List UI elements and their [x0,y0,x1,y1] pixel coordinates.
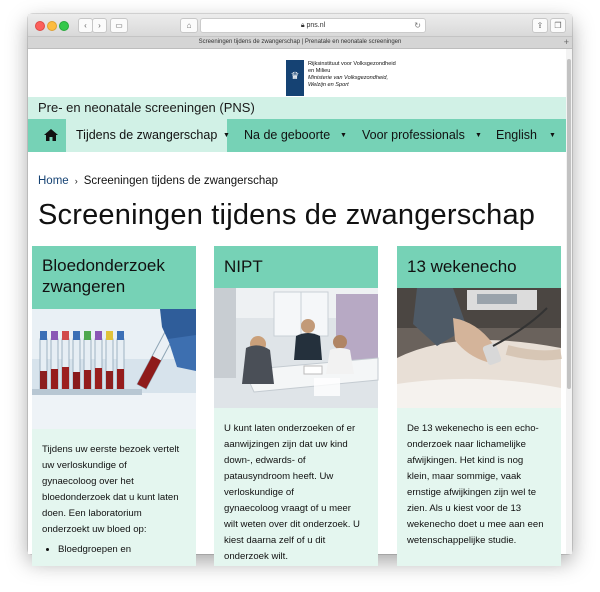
card-text-line: klein, maar sommige, vaak [407,471,522,482]
card-header[interactable] [397,246,561,288]
card-text-line: verloskundige of [224,487,294,498]
nav-item-voor-professionals[interactable]: Voor professionals [362,128,465,142]
card-nipt[interactable] [214,246,378,566]
card-text-line: patausyndroom heeft. Uw [224,471,334,482]
card-text-line: gynaecoloog vraagt of u meer [224,503,351,514]
breadcrumb-separator: › [74,176,78,186]
card-text-line: uw verloskundige of [42,460,127,471]
lock-icon: 🔒︎ [300,22,305,29]
browser-window [28,14,572,562]
card-text-line: kiest daarna zelf of u dit [224,535,326,546]
logo-ribbon [286,60,304,96]
card-text-line: bloedonderzoek dat u kunt laten [42,492,179,503]
chevron-right-icon[interactable]: › [92,18,107,33]
address-bar[interactable] [200,18,426,33]
chevron-down-icon[interactable]: ▼ [340,132,347,139]
sidebar-icon[interactable]: ▭ [110,18,128,33]
logo-line: Ministerie van Volksgezondheid, [308,75,389,81]
card-title: 13 wekenecho [407,257,517,276]
card-title: Bloedonderzoek [42,256,165,275]
nav-item-english[interactable]: English [496,128,537,142]
scrollbar-thumb[interactable] [567,59,571,389]
card-text [42,442,192,558]
zoom-window-button[interactable] [59,21,69,31]
card-image-blood-tubes[interactable] [32,309,196,429]
card-text [407,421,557,549]
home-icon [44,129,58,141]
plus-icon[interactable]: + [563,37,569,47]
card-text-line: U kunt laten onderzoeken of er [224,423,356,434]
page-scrollbar[interactable] [566,49,572,554]
card-13-wekenecho[interactable] [397,246,561,566]
card-text-line: aanwijzingen zijn dat uw kind [224,439,348,450]
logo-line: Rijksinstituut voor Volksgezondheid [308,61,396,67]
site-name-bar [28,97,566,119]
nav-item-tijdens-de-zwangerschap[interactable]: Tijdens de zwangerschap [66,119,227,152]
card-image-consultation[interactable] [214,288,378,408]
crest-icon: ♛ [290,71,300,82]
card-title: NIPT [224,257,263,276]
breadcrumb-current: Screeningen tijdens de zwangerschap [83,175,279,187]
card-image-ultrasound[interactable] [397,288,561,408]
tabs-icon[interactable]: ❐ [550,18,566,33]
site-name[interactable]: Pre- en neonatale screeningen (PNS) [38,100,255,115]
logo-line: en Milieu [308,68,331,74]
card-text-line: ernstige afwijkingen zijn wel te [407,487,537,498]
card-text-line: wetenschappelijke studie. [407,535,517,546]
reload-icon[interactable]: ↻ [414,21,421,30]
chevron-down-icon[interactable]: ▼ [549,132,556,139]
page-title: Screeningen tijdens de zwangerschap [38,199,536,231]
chevron-down-icon[interactable]: ▼ [475,132,482,139]
card-text-line: onderzoek naar lichamelijke [407,439,526,450]
logo-line: Welzijn en Sport [308,82,349,88]
card-text-line: De 13 wekenecho is een echo- [407,423,539,434]
card-header[interactable] [32,246,196,309]
card-header[interactable] [214,246,378,288]
nav-home-button[interactable] [38,119,66,152]
card-text-line: wilt weten over dit onderzoek. U [224,519,360,530]
main-navigation [28,119,566,152]
card-text-line: onderzoekt uw bloed op: [42,524,147,535]
tab-title[interactable]: Screeningen tijdens de zwangerschap | Prenatale en neonatale screeningen [198,39,402,45]
card-text-line: doen. Een laboratorium [42,508,142,519]
breadcrumb [38,175,278,187]
minimize-window-button[interactable] [47,21,57,31]
nav-item-na-de-geboorte[interactable]: Na de geboorte [244,128,331,142]
breadcrumb-home-link[interactable]: Home [38,175,69,187]
card-text-line: afwijkingen. Het kind is nog [407,455,524,466]
tab-bar [28,37,572,49]
browser-toolbar [28,14,572,37]
home-icon[interactable]: ⌂ [180,18,198,33]
address-url: pns.nl [306,22,326,29]
card-text-line: zien. Als u kiest voor de 13 [407,503,522,514]
web-page [28,49,566,562]
card-text-line: onderzoek wilt. [224,551,288,562]
card-text-line: gynaecoloog over het [42,476,134,487]
card-text-line: Tijdens uw eerste bezoek vertelt [42,444,180,455]
card-text-line: wekenecho doet u mee aan een [407,519,544,530]
share-icon[interactable]: ⇪ [532,18,548,33]
chevron-left-icon[interactable]: ‹ [78,18,93,33]
card-text [224,421,374,565]
card-bullet-list [42,542,192,558]
list-item: • Bloedgroepen en [58,542,192,558]
card-bloedonderzoek[interactable] [32,246,196,566]
chevron-down-icon[interactable]: ▼ [223,132,230,139]
card-title: zwangeren [42,277,126,296]
card-text-line: down-, edwards- of [224,455,306,466]
close-window-button[interactable] [35,21,45,31]
